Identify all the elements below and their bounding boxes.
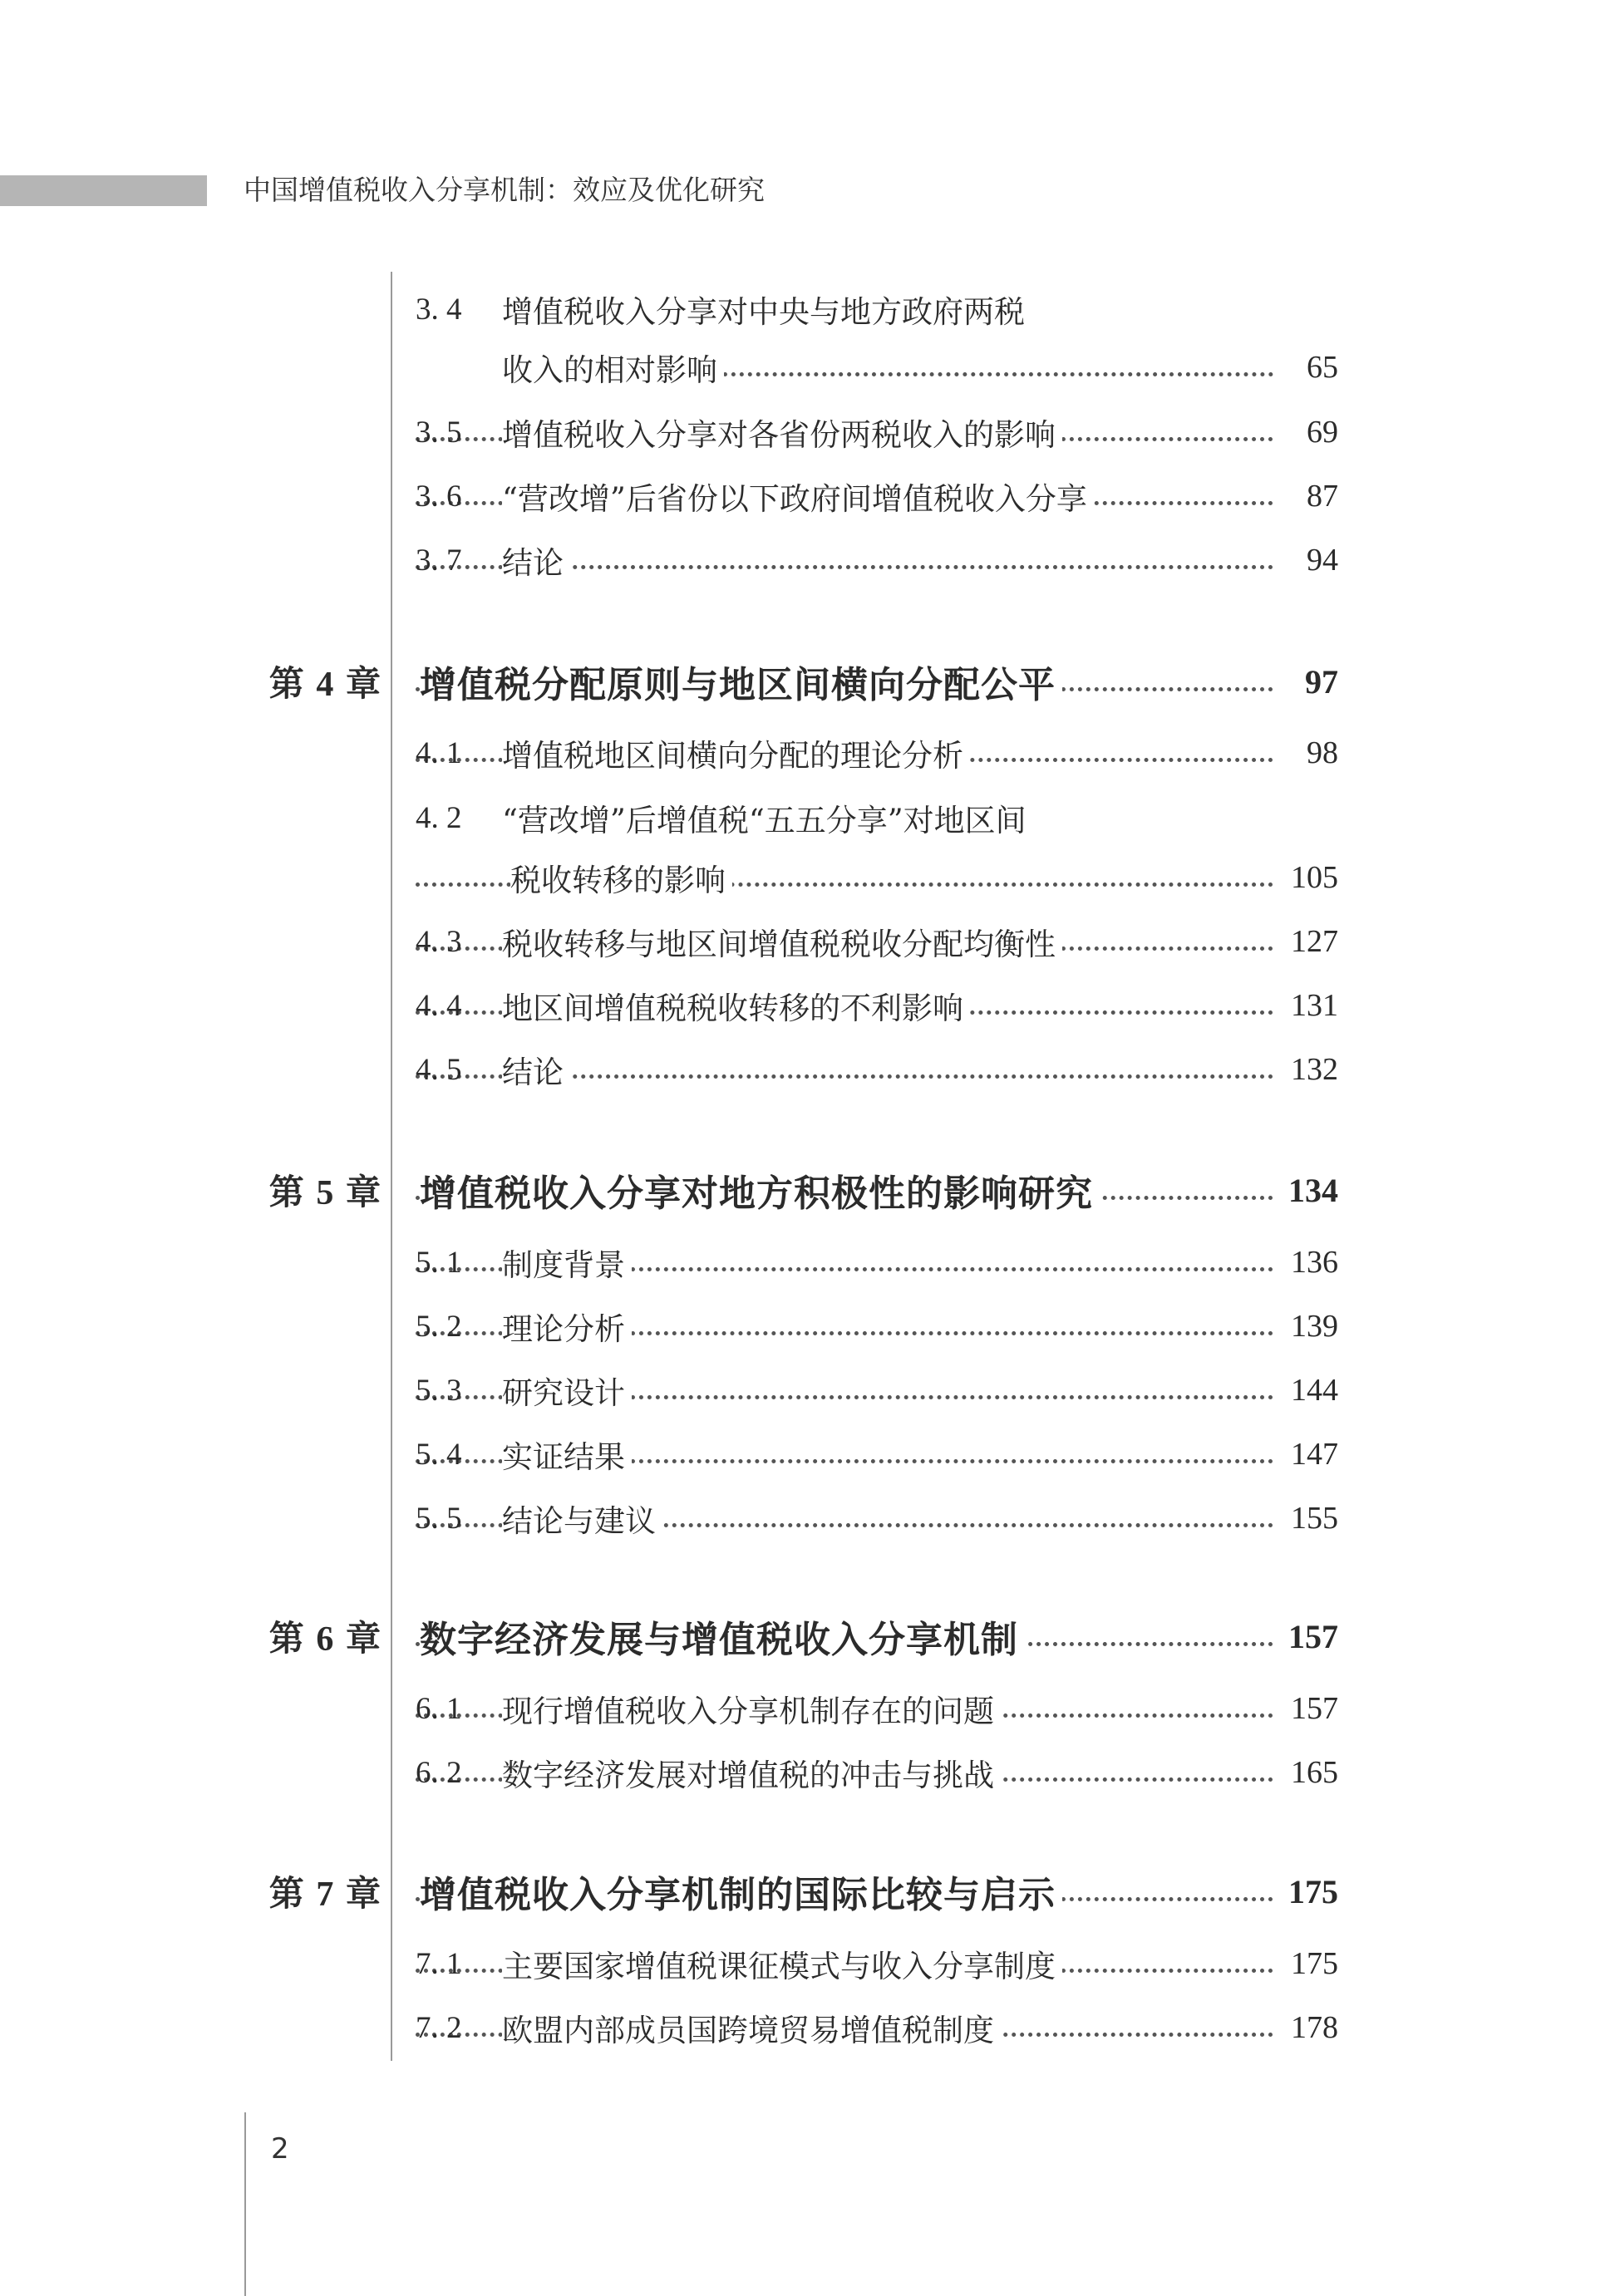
page-ref: 175 (1278, 1872, 1338, 1911)
toc-chapter-4[interactable] (249, 652, 1338, 710)
toc-entry-5-3[interactable] (249, 1364, 1338, 1417)
chapter-label: 第 6 章 (268, 1618, 381, 1659)
section-title: 数字经济发展对增值税的冲击与挑战 (502, 1750, 1001, 1795)
page-ref: 157 (1278, 1690, 1338, 1727)
toc-entry-5-2[interactable] (249, 1300, 1338, 1353)
toc-entry-4-3[interactable] (249, 915, 1338, 968)
section-number: 6. 2 (416, 1755, 462, 1790)
toc-entry-3-7[interactable] (249, 533, 1338, 587)
toc-entry-4-5[interactable] (249, 1043, 1338, 1096)
toc-chapter-7[interactable] (249, 1862, 1338, 1920)
section-title: 增值税地区间横向分配的理论分析 (502, 730, 970, 775)
section-title: 制度背景 (502, 1240, 632, 1285)
section-number: 5. 2 (416, 1309, 462, 1344)
section-number: 5. 1 (416, 1245, 462, 1280)
chapter-label: 第 4 章 (268, 663, 381, 704)
page-ref: 65 (1278, 349, 1338, 386)
section-title-cont: 税收转移的影响 (510, 855, 732, 900)
section-title: 地区间增值税税收转移的不利影响 (502, 983, 970, 1028)
toc-chapter-6[interactable] (249, 1607, 1338, 1665)
page-ref: 97 (1278, 662, 1338, 701)
toc-entry-4-2[interactable] (249, 791, 1338, 844)
toc-entry-3-4-cont[interactable] (249, 341, 1338, 394)
section-title: 主要国家增值税课征模式与收入分享制度 (502, 1941, 1062, 1986)
page-ref: 139 (1278, 1308, 1338, 1345)
section-number: 3. 7 (416, 543, 462, 578)
page-ref: 147 (1278, 1436, 1338, 1472)
page-number: 2 (271, 2132, 289, 2166)
chapter-title: 增值税收入分享机制的国际比较与启示 (420, 1865, 1062, 1918)
page-ref: 105 (1278, 859, 1338, 896)
section-number: 4. 1 (416, 735, 462, 770)
page-ref: 178 (1278, 2009, 1338, 2046)
toc-chapter-5[interactable] (249, 1161, 1338, 1219)
section-title-cont: 收入的相对影响 (502, 345, 724, 390)
page-ref: 127 (1278, 923, 1338, 960)
section-title: “营改增”后省份以下政府间增值税收入分享 (502, 474, 1094, 519)
section-title: 增值税收入分享对中央与地方政府两税 (502, 287, 1031, 332)
section-title: 增值税收入分享对各省份两税收入的影响 (502, 410, 1062, 455)
toc-entry-7-2[interactable] (249, 2001, 1338, 2054)
chapter-title: 增值税分配原则与地区间横向分配公平 (420, 655, 1062, 708)
page-ref: 175 (1278, 1945, 1338, 1982)
page-ref: 132 (1278, 1051, 1338, 1088)
toc-entry-5-1[interactable] (249, 1236, 1338, 1289)
page-ref: 134 (1278, 1171, 1338, 1210)
section-title: 理论分析 (502, 1304, 632, 1349)
section-title: 结论 (502, 538, 570, 583)
page-ref: 69 (1278, 414, 1338, 450)
toc-entry-3-4[interactable] (249, 283, 1338, 336)
section-number: 4. 5 (416, 1052, 462, 1087)
page-ref: 94 (1278, 542, 1338, 578)
section-number: 7. 2 (416, 2010, 462, 2045)
toc-entry-3-5[interactable] (249, 406, 1338, 459)
toc-entry-4-4[interactable] (249, 979, 1338, 1032)
section-title: 结论与建议 (502, 1496, 662, 1541)
page-ref: 157 (1278, 1617, 1338, 1656)
section-number: 3. 4 (416, 292, 462, 327)
section-number: 3. 6 (416, 479, 462, 514)
section-number: 4. 3 (416, 924, 462, 959)
section-title: 现行增值税收入分享机制存在的问题 (502, 1686, 1001, 1731)
toc-entry-5-5[interactable] (249, 1492, 1338, 1545)
section-number: 3. 5 (416, 415, 462, 450)
footer-vertical-rule (244, 2112, 246, 2296)
section-number: 5. 4 (416, 1437, 462, 1472)
page-ref: 87 (1278, 478, 1338, 514)
section-number: 4. 4 (416, 988, 462, 1023)
running-header-title: 中国增值税收入分享机制：效应及优化研究 (244, 174, 765, 206)
page-ref: 136 (1278, 1244, 1338, 1281)
dot-leader (715, 372, 1273, 376)
toc-entry-5-4[interactable] (249, 1428, 1338, 1481)
toc-entry-4-2-cont[interactable] (249, 851, 1338, 904)
section-title: 税收转移与地区间增值税税收分配均衡性 (502, 919, 1062, 964)
page-ref: 131 (1278, 987, 1338, 1024)
section-title: 研究设计 (502, 1368, 632, 1413)
section-title: 结论 (502, 1047, 570, 1092)
section-number: 5. 5 (416, 1501, 462, 1536)
section-number: 5. 3 (416, 1373, 462, 1408)
page-ref: 155 (1278, 1500, 1338, 1536)
section-number: 7. 1 (416, 1946, 462, 1981)
page-ref: 165 (1278, 1754, 1338, 1791)
chapter-label: 第 7 章 (268, 1873, 381, 1914)
page-ref: 144 (1278, 1372, 1338, 1409)
toc-entry-3-6[interactable] (249, 470, 1338, 523)
toc-entry-4-1[interactable] (249, 726, 1338, 779)
toc-entry-6-1[interactable] (249, 1682, 1338, 1735)
chapter-title: 数字经济发展与增值税收入分享机制 (420, 1610, 1025, 1663)
toc-entry-6-2[interactable] (249, 1746, 1338, 1799)
section-title: “营改增”后增值税“五五分享”对地区间 (502, 795, 1033, 840)
chapter-label: 第 5 章 (268, 1172, 381, 1212)
section-number: 4. 2 (416, 800, 462, 835)
section-title: 实证结果 (502, 1432, 632, 1477)
section-number: 6. 1 (416, 1691, 462, 1726)
page-ref: 98 (1278, 735, 1338, 771)
section-title: 欧盟内部成员国跨境贸易增值税制度 (502, 2005, 1001, 2050)
toc-entry-7-1[interactable] (249, 1937, 1338, 1990)
chapter-title: 增值税收入分享对地方积极性的影响研究 (420, 1163, 1100, 1217)
